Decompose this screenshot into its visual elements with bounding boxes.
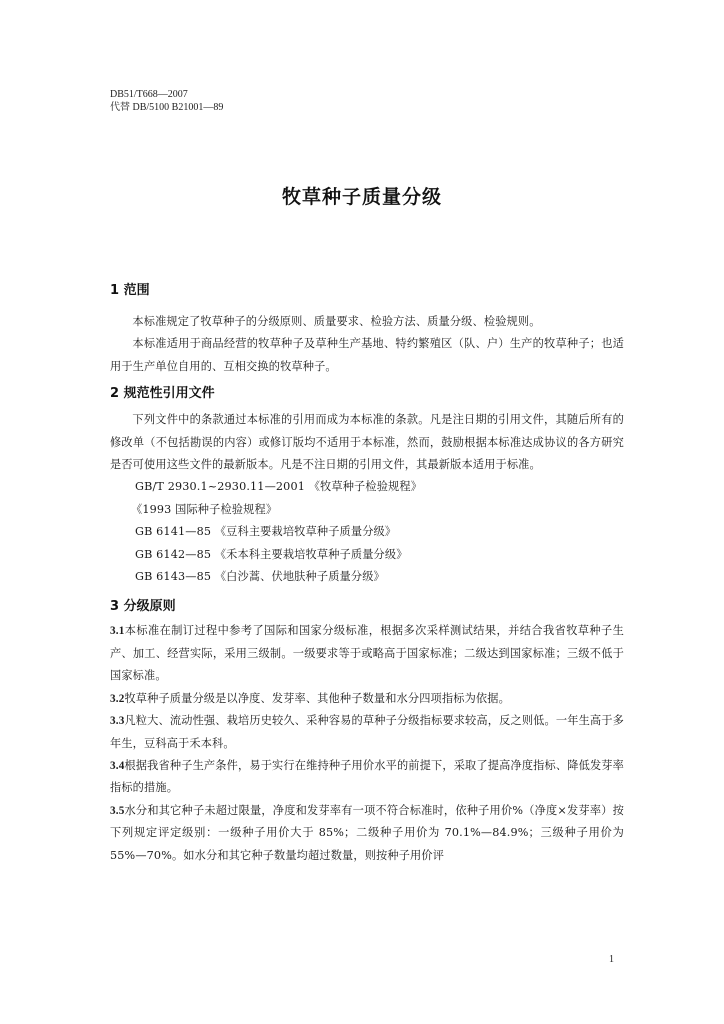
reference-item: GB 6143—85 《白沙蒿、伏地肤种子质量分级》 [135,570,385,584]
section-1-heading: 1 范围 [110,283,150,298]
document-code-block [110,88,223,114]
clause [110,800,624,867]
clause-number: 3.4 [110,759,125,772]
clause-text: 牧草种子质量分级是以净度、发芽率、其他种子数量和水分四项指标为依据。 [124,691,510,705]
reference-item: 《1993 国际种子检验规程》 [131,502,278,516]
reference-item: GB 6141—85 《豆科主要栽培牧草种子质量分级》 [135,525,397,539]
reference-item: GB/T 2930.1~2930.11—2001 《牧草种子检验规程》 [135,480,423,494]
clause-number: 3.3 [110,715,125,728]
clause-number: 3.1 [110,625,125,638]
clause-text: 本标准在制订过程中参考了国际和国家分级标准，根据多次采样测试结果，并结合我省牧草种子生产、加工、经营实际，采用三级制。一级要求等于或略高于国家标准；二级达到国家标准；三级不低于国家标准。 [110,624,624,683]
document-title: 牧草种子质量分级 [281,186,442,208]
replaces-code: 代替 DB/5100 B21001—89 [110,102,224,113]
clause [110,620,624,687]
clause-number: 3.5 [110,804,125,817]
section-2-heading: 2 规范性引用文件 [110,386,215,402]
section-3-heading: 3 分级原则 [110,599,176,615]
section-1-paragraph: 本标准适用于商品经营的牧草种子及草种生产基地、特约繁殖区（队、户）生产的牧草种子；也适用于生产单位自用的、互相交换的牧草种子。 [110,337,624,373]
document-body [110,282,624,867]
page-number: 1 [609,954,614,965]
clause [110,755,624,800]
clause-text: 根据我省种子生产条件，易于实行在维持种子用价水平的前提下，采取了提高净度指标、降低发芽率指标的措施。 [110,758,624,795]
section-2-intro: 下列文件中的条款通过本标准的引用而成为本标准的条款。凡是注日期的引用文件，其随后所有的修改单（不包括勘误的内容）或修订版均不适用于本标准，然而，鼓励根据本标准达成协议的各方研究是否可使用这些文件的最新版本。凡是不注日期的引用文件，其最新版本适用于标准。 [110,413,624,472]
clause [110,688,624,710]
reference-item: GB 6142—85 《禾本科主要栽培牧草种子质量分级》 [135,547,408,561]
clause-text: 凡粒大、流动性强、栽培历史较久、采种容易的草种子分级指标要求较高，反之则低。一年生高于多年生，豆科高于禾本科。 [110,714,624,750]
standard-code: DB51/T668—2007 [110,89,188,100]
clause-text: 水分和其它种子未超过限量，净度和发芽率有一项不符合标准时，依种子用价%（净度×发芽率）按下列规定评定级别：一级种子用价大于 85%；二级种子用价为 70.1%—84.9%；三级种子用价为 55%—70%。如水分和其它种子数量均超过数量，则按种子用价评 [110,803,624,862]
clause [110,710,624,755]
section-1-paragraph: 本标准规定了牧草种子的分级原则、质量要求、检验方法、质量分级、检验规则。 [132,315,541,328]
clause-number: 3.2 [110,692,125,705]
